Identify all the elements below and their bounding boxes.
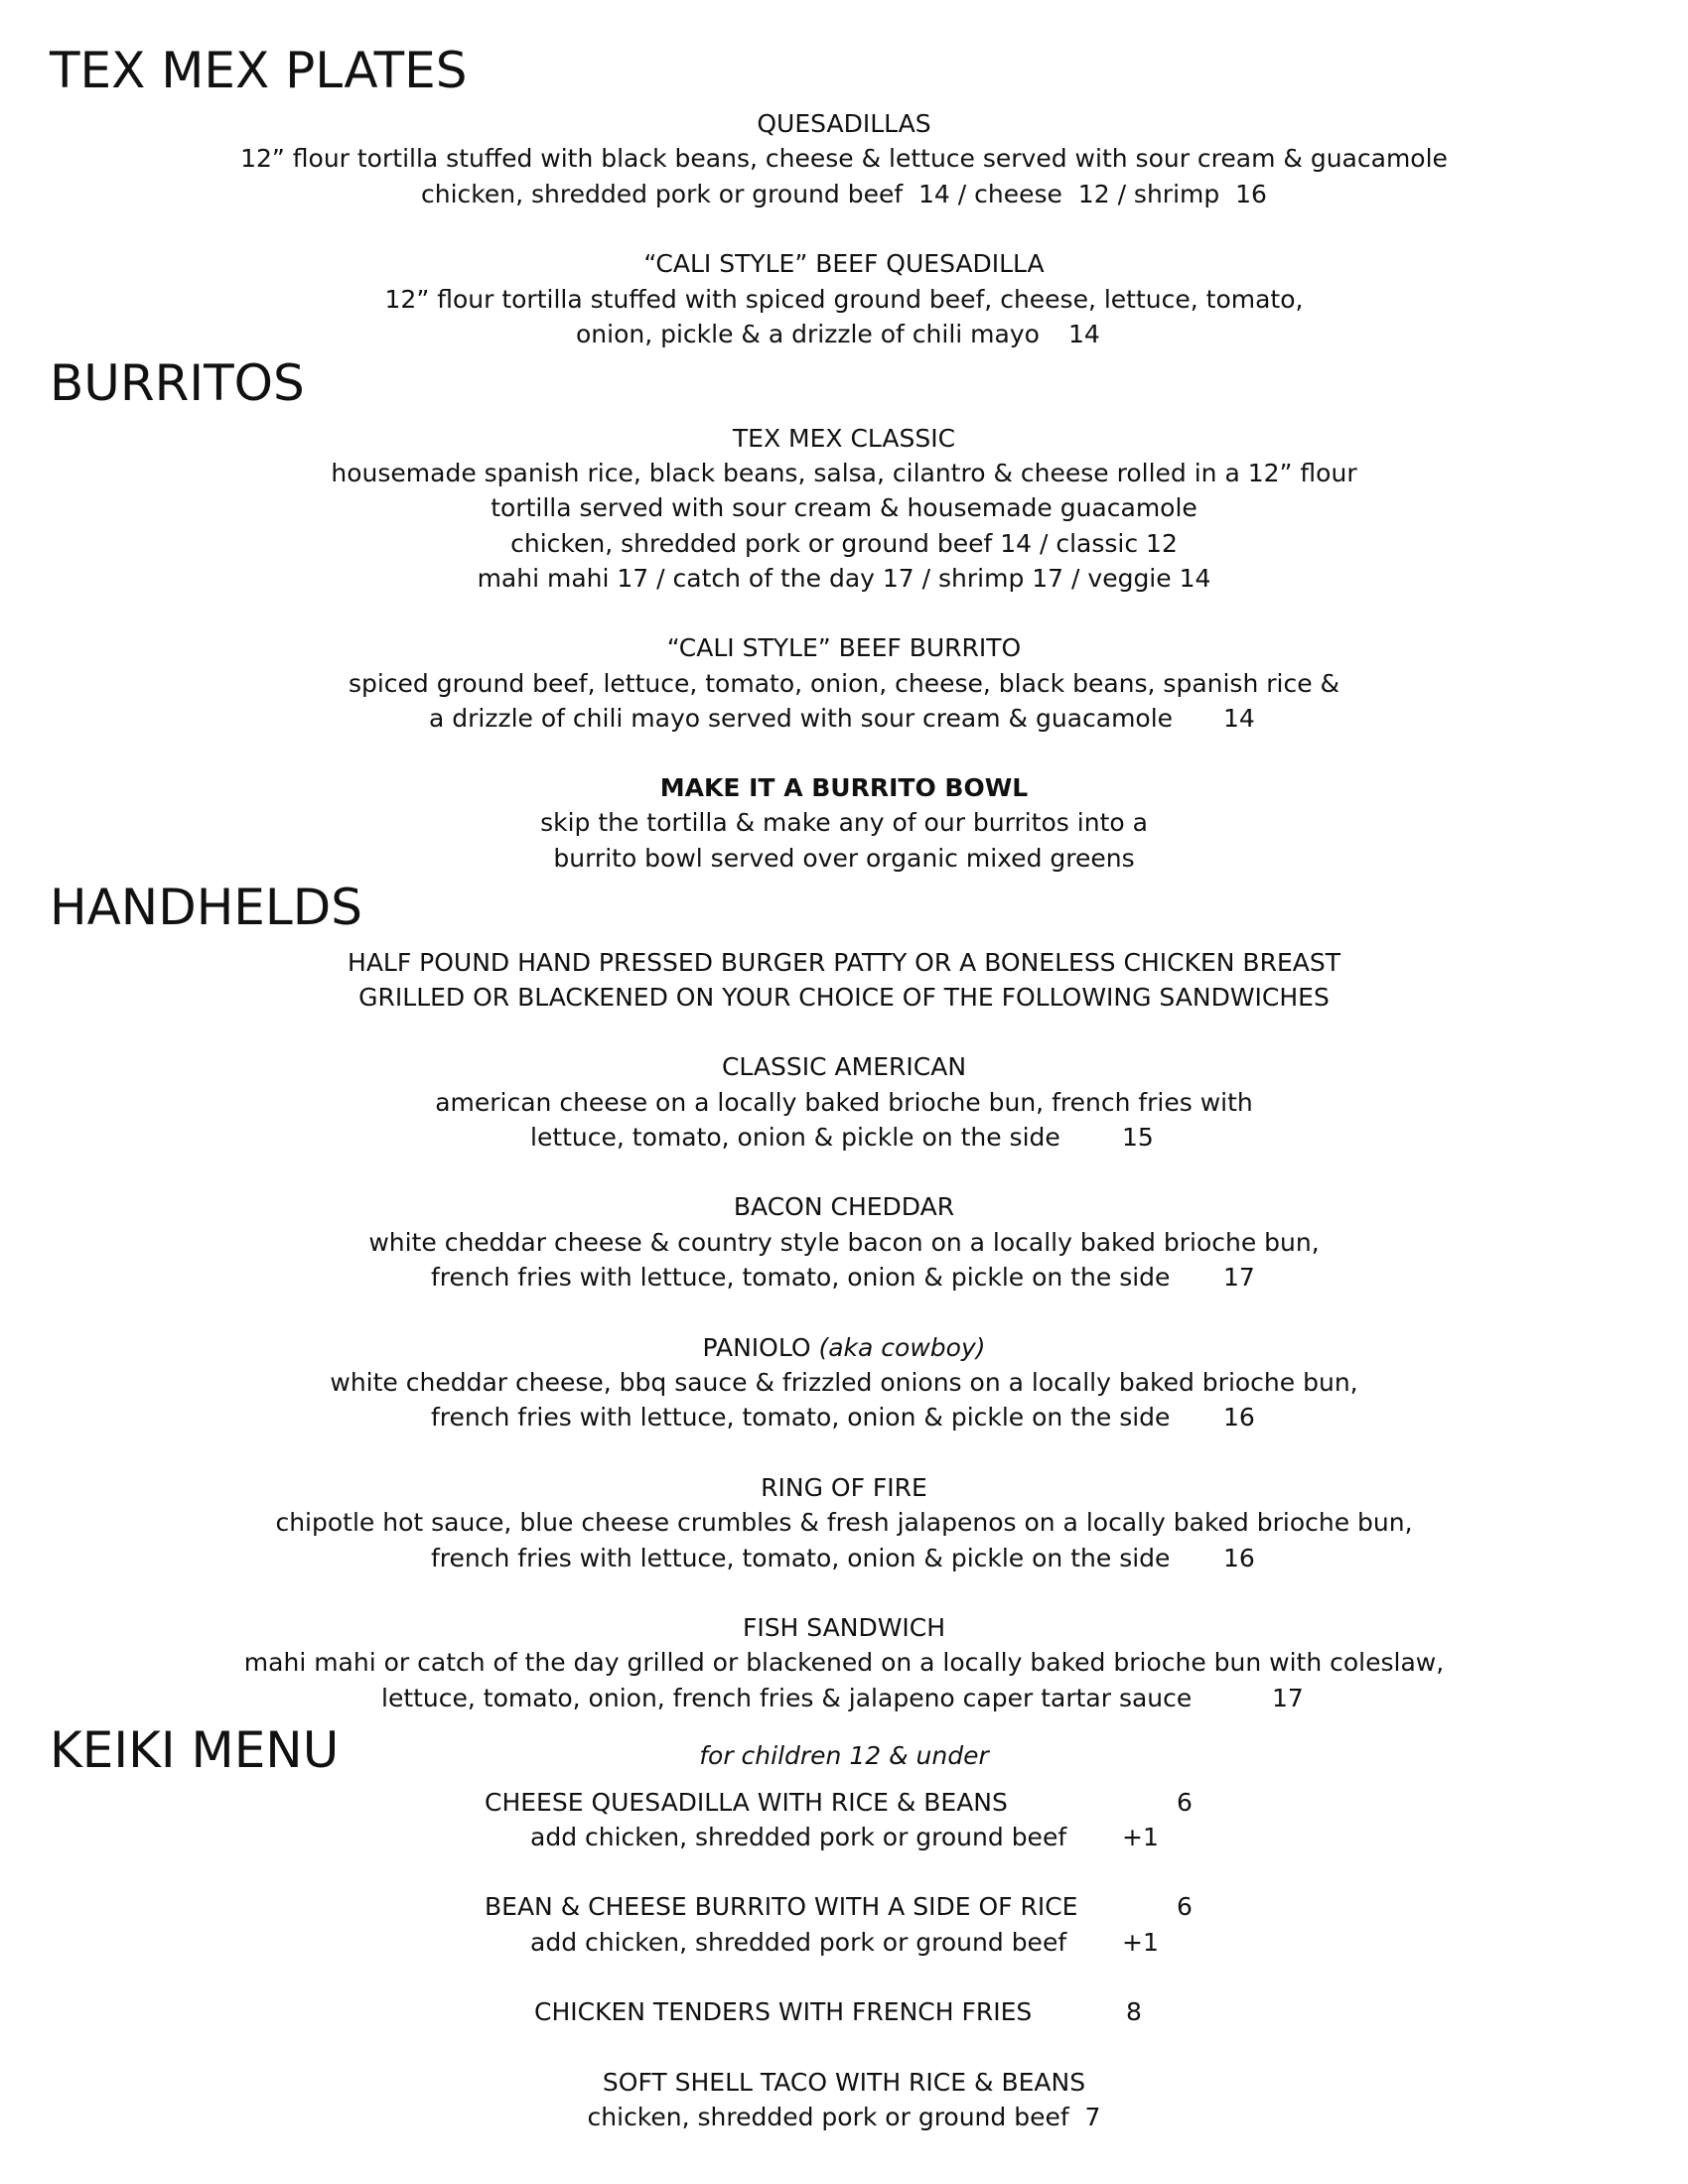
tex-mex-classic-title: TEX MEX CLASSIC (732, 424, 956, 453)
burrito-bowl-description-2: burrito bowl served over organic mixed greens (553, 844, 1135, 873)
paniolo-title: PANIOLO (702, 1333, 811, 1362)
keiki-item-soft-shell-taco-description: chicken, shredded pork or ground beef 7 (587, 2103, 1101, 2131)
bacon-cheddar-description-1: white cheddar cheese & country style bacon on a locally baked brioche bun, (368, 1228, 1320, 1257)
bacon-cheddar-description-2: french fries with lettuce, tomato, onion & pickle on the side (431, 1263, 1171, 1292)
paniolo-price: 16 (1223, 1403, 1255, 1432)
keiki-item-bean-cheese-burrito-addon-price: +1 (1122, 1928, 1159, 1957)
cali-quesadilla-description-1: 12” flour tortilla stuffed with spiced ground beef, cheese, lettuce, tomato, (384, 285, 1304, 314)
keiki-item-bean-cheese-burrito-price: 6 (1177, 1892, 1193, 1921)
burrito-bowl-title: MAKE IT A BURRITO BOWL (659, 773, 1029, 802)
cali-burrito-description-1: spiced ground beef, lettuce, tomato, onion, cheese, black beans, spanish rice & (348, 669, 1340, 698)
section-title-tex-mex-plates: TEX MEX PLATES (50, 42, 468, 99)
bacon-cheddar-title: BACON CHEDDAR (733, 1192, 955, 1221)
keiki-subtitle: for children 12 & under (699, 1741, 989, 1770)
cali-quesadilla-price: 14 (1068, 320, 1100, 348)
keiki-item-cheese-quesadilla-addon-price: +1 (1122, 1823, 1159, 1851)
cali-burrito-price: 14 (1223, 704, 1255, 733)
cali-burrito-description-2: a drizzle of chili mayo served with sour cream & guacamole (429, 704, 1174, 733)
ring-of-fire-price: 16 (1223, 1544, 1255, 1572)
keiki-item-chicken-tenders-price: 8 (1126, 1997, 1142, 2026)
tex-mex-classic-prices-1: chicken, shredded pork or ground beef 14 / classic 12 (510, 529, 1178, 558)
tex-mex-classic-prices-2: mahi mahi 17 / catch of the day 17 / shrimp 17 / veggie 14 (477, 564, 1211, 593)
keiki-item-cheese-quesadilla-addon: add chicken, shredded pork or ground beef (530, 1823, 1067, 1851)
ring-of-fire-description-2: french fries with lettuce, tomato, onion & pickle on the side (431, 1544, 1171, 1572)
cali-quesadilla-title: “CALI STYLE” BEEF QUESADILLA (643, 249, 1045, 278)
burrito-bowl-description-1: skip the tortilla & make any of our burritos into a (540, 808, 1148, 837)
quesadillas-prices: chicken, shredded pork or ground beef 14 / cheese 12 / shrimp 16 (421, 180, 1267, 208)
fish-sandwich-description-1: mahi mahi or catch of the day grilled or blackened on a locally baked brioche bun with coleslaw, (243, 1648, 1445, 1677)
paniolo-aka: (aka cowboy) (818, 1333, 986, 1362)
classic-american-title: CLASSIC AMERICAN (721, 1052, 967, 1081)
section-title-keiki-menu: KEIKI MENU (50, 1721, 340, 1779)
classic-american-price: 15 (1122, 1123, 1154, 1152)
handhelds-intro-2: GRILLED OR BLACKENED ON YOUR CHOICE OF THE FOLLOWING SANDWICHES (358, 983, 1330, 1012)
quesadillas-title: QUESADILLAS (757, 109, 931, 138)
bacon-cheddar-price: 17 (1223, 1263, 1255, 1292)
paniolo-title-line (0, 1335, 1688, 1360)
ring-of-fire-title: RING OF FIRE (761, 1473, 927, 1502)
fish-sandwich-title: FISH SANDWICH (742, 1613, 946, 1642)
keiki-item-soft-shell-taco: SOFT SHELL TACO WITH RICE & BEANS (602, 2068, 1086, 2097)
tex-mex-classic-description-2: tortilla served with sour cream & housemade guacamole (491, 493, 1197, 522)
keiki-item-cheese-quesadilla-price: 6 (1177, 1788, 1193, 1817)
ring-of-fire-description-1: chipotle hot sauce, blue cheese crumbles & fresh jalapenos on a locally baked brioche bun, (275, 1508, 1413, 1537)
tex-mex-classic-description-1: housemade spanish rice, black beans, salsa, cilantro & cheese rolled in a 12” flour (331, 459, 1357, 487)
fish-sandwich-price: 17 (1272, 1684, 1304, 1712)
handhelds-intro-1: HALF POUND HAND PRESSED BURGER PATTY OR A BONELESS CHICKEN BREAST (348, 948, 1340, 977)
cali-quesadilla-description-2: onion, pickle & a drizzle of chili mayo (576, 320, 1040, 348)
keiki-item-chicken-tenders: CHICKEN TENDERS WITH FRENCH FRIES (534, 1997, 1033, 2026)
classic-american-description-1: american cheese on a locally baked brioche bun, french fries with (435, 1088, 1253, 1117)
paniolo-description-2: french fries with lettuce, tomato, onion & pickle on the side (431, 1403, 1171, 1432)
classic-american-description-2: lettuce, tomato, onion & pickle on the side (530, 1123, 1060, 1152)
quesadillas-description: 12” flour tortilla stuffed with black beans, cheese & lettuce served with sour cream & guacamole (240, 144, 1448, 173)
section-title-handhelds: HANDHELDS (50, 879, 362, 936)
fish-sandwich-description-2: lettuce, tomato, onion, french fries & jalapeno caper tartar sauce (381, 1684, 1193, 1712)
keiki-item-cheese-quesadilla: CHEESE QUESADILLA WITH RICE & BEANS (485, 1788, 1008, 1817)
cali-burrito-title: “CALI STYLE” BEEF BURRITO (666, 633, 1022, 662)
keiki-item-bean-cheese-burrito: BEAN & CHEESE BURRITO WITH A SIDE OF RICE (485, 1892, 1078, 1921)
keiki-item-bean-cheese-burrito-addon: add chicken, shredded pork or ground beef (530, 1928, 1067, 1957)
paniolo-description-1: white cheddar cheese, bbq sauce & frizzled onions on a locally baked brioche bun, (330, 1368, 1358, 1397)
section-title-burritos: BURRITOS (50, 354, 305, 412)
